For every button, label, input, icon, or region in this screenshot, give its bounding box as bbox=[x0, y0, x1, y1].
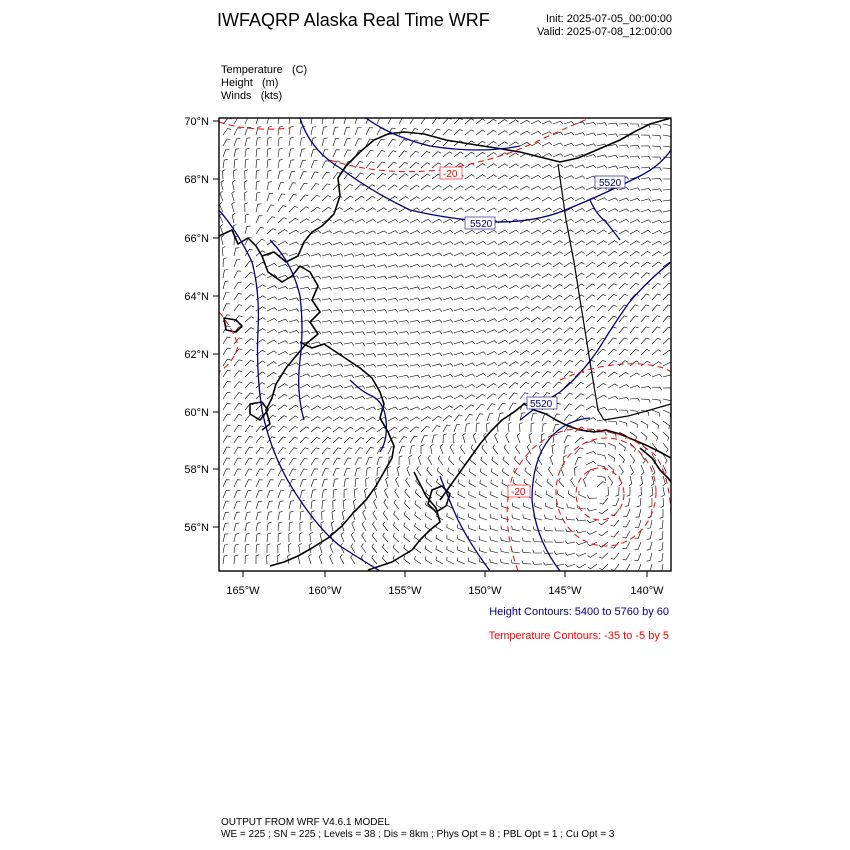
temp-contour-east bbox=[560, 364, 671, 380]
coastline-se-panhandle bbox=[640, 448, 671, 482]
temp-contour-gulf-inner bbox=[576, 468, 624, 520]
temp-label-2: -20 bbox=[511, 487, 526, 498]
lon-tick-145: 145°W bbox=[548, 585, 582, 597]
coastline-kuskokwim bbox=[270, 342, 394, 566]
field-height-unit: (m) bbox=[261, 77, 279, 89]
lon-tick-150: 150°W bbox=[468, 585, 502, 597]
lon-tick-labels bbox=[226, 585, 664, 597]
lon-tick-165: 165°W bbox=[226, 585, 260, 597]
field-height-name: Height bbox=[221, 77, 253, 89]
lat-tick-58: 58°N bbox=[184, 464, 209, 476]
height-label-1: 5520 bbox=[470, 219, 493, 230]
alaska-canada-border bbox=[558, 164, 604, 420]
temp-label-1: -20 bbox=[443, 169, 458, 180]
model-settings: WE = 225 ; SN = 225 ; Levels = 38 ; Dis = 8km ; Phys Opt = 8 ; PBL Opt = 1 ; Cu Opt = 3 bbox=[221, 829, 615, 840]
lon-tick-155: 155°W bbox=[388, 585, 422, 597]
lat-tick-64: 64°N bbox=[184, 291, 209, 303]
height-contours-legend: Height Contours: 5400 to 5760 by 60 bbox=[489, 606, 669, 618]
border-southeast bbox=[604, 404, 671, 420]
lat-tick-labels bbox=[184, 116, 209, 534]
field-winds-name: Winds bbox=[221, 90, 252, 102]
coastline-south-gulf bbox=[440, 404, 671, 500]
init-time: Init: 2025-07-05_00:00:00 bbox=[546, 13, 672, 25]
field-temperature-name: Temperature bbox=[221, 64, 283, 76]
lon-tick-160: 160°W bbox=[308, 585, 342, 597]
field-winds-unit: (kts) bbox=[260, 90, 283, 102]
plot-title: IWFAQRP Alaska Real Time WRF bbox=[217, 10, 490, 30]
borders bbox=[558, 164, 671, 420]
coastline-st-lawrence bbox=[224, 318, 242, 332]
field-temperature-unit: (C) bbox=[291, 64, 308, 76]
lon-tick-140: 140°W bbox=[630, 585, 664, 597]
lat-tick-68: 68°N bbox=[184, 174, 209, 186]
height-contour-gulf-low bbox=[532, 418, 590, 571]
lat-tick-60: 60°N bbox=[184, 407, 209, 419]
lat-tick-56: 56°N bbox=[184, 522, 209, 534]
lat-tick-70: 70°N bbox=[184, 116, 209, 128]
model-info: OUTPUT FROM WRF V4.6.1 MODEL bbox=[221, 817, 390, 828]
height-label-2: 5520 bbox=[599, 178, 622, 189]
coastline-north-slope bbox=[219, 118, 671, 262]
temperature-contours-legend: Temperature Contours: -35 to -5 by 5 bbox=[488, 630, 669, 642]
valid-time: Valid: 2025-07-08_12:00:00 bbox=[537, 26, 672, 38]
coastline-kodiak bbox=[428, 486, 450, 512]
height-label-3: 5520 bbox=[530, 399, 553, 410]
coastline-alaska-peninsula bbox=[368, 472, 440, 570]
lat-tick-62: 62°N bbox=[184, 349, 209, 361]
lat-tick-66: 66°N bbox=[184, 233, 209, 245]
